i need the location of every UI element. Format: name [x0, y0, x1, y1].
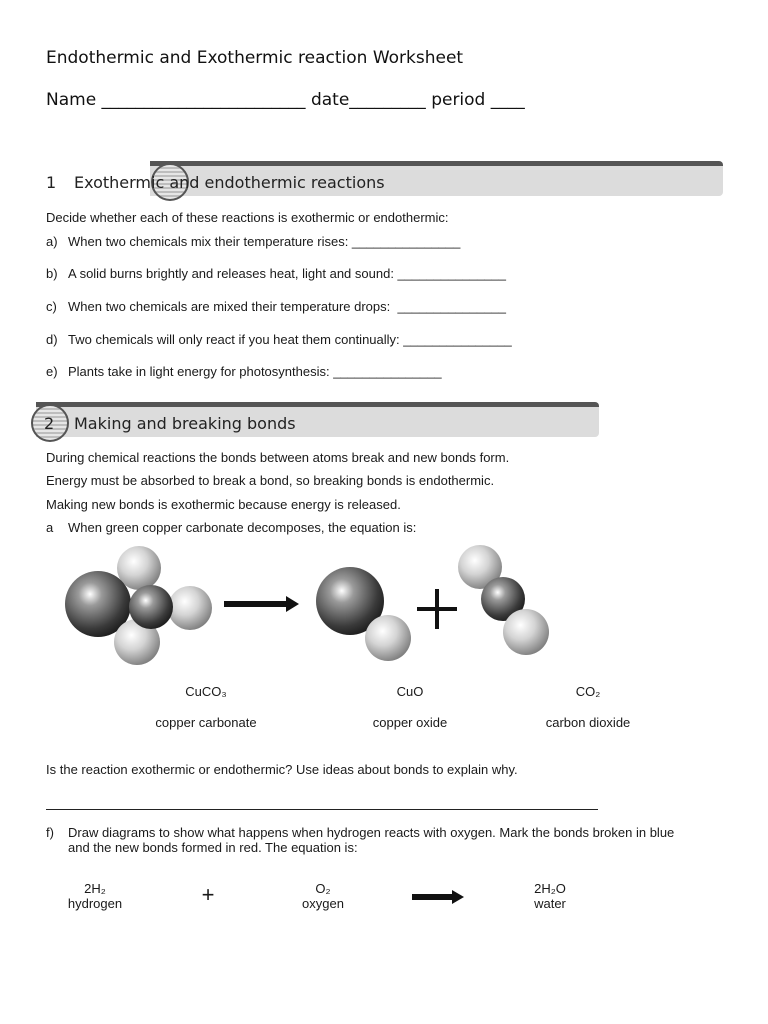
species-cuco3-formula: CuCO₃: [185, 684, 227, 699]
question-d-marker: d): [46, 332, 58, 347]
atom-oxygen: [365, 615, 411, 661]
oxygen-formula: O₂: [315, 881, 331, 896]
question-b-text: A solid burns brightly and releases heat, light and sound: _______________: [68, 266, 506, 281]
section1-number: 1: [46, 173, 57, 192]
question-d-text: Two chemicals will only react if you heat them continually: _______________: [68, 332, 512, 347]
oxygen-name: oxygen: [302, 896, 344, 911]
equation-plus: +: [201, 882, 215, 907]
section2-paragraph-1: During chemical reactions the bonds between atoms break and new bonds form.: [46, 450, 510, 465]
species-co2-name: carbon dioxide: [545, 715, 631, 730]
item-a-marker: a: [46, 520, 54, 535]
water-name: water: [534, 896, 566, 911]
item-f-line1: Draw diagrams to show what happens when hydrogen reacts with oxygen. Mark the bonds broken in blue: [68, 825, 675, 840]
copper-carbonate-molecule: [65, 546, 212, 665]
reaction-arrow: [224, 596, 299, 612]
question-e-text: Plants take in light energy for photosynthesis: _______________: [68, 364, 442, 379]
item-a-text: When green copper carbonate decomposes, the equation is:: [68, 520, 417, 535]
item-f-line2: and the new bonds formed in red. The equation is:: [68, 840, 358, 855]
exo-endo-question: Is the reaction exothermic or endothermic? Use ideas about bonds to explain why.: [46, 762, 518, 777]
species-cuo-formula: CuO: [396, 684, 424, 699]
carbon-dioxide-molecule: [458, 545, 549, 655]
name-date-period-line: Name ________________________ date_________ period ____: [46, 90, 525, 110]
species-cuo-name: copper oxide: [372, 715, 448, 730]
copper-carbonate-decomposition-diagram: [0, 540, 768, 675]
hydrogen-formula: 2H₂: [84, 881, 106, 896]
species-co2-formula: CO₂: [575, 684, 601, 699]
section2-paragraph-2: Energy must be absorbed to break a bond, so breaking bonds is endothermic.: [46, 473, 495, 488]
section2-number: 2: [44, 414, 55, 433]
answer-line: [46, 809, 598, 810]
item-f-marker: f): [46, 825, 54, 840]
question-b-marker: b): [46, 266, 58, 281]
equation-arrow: [410, 889, 466, 905]
hydrogen-name: hydrogen: [67, 896, 123, 911]
question-a-text: When two chemicals mix their temperature rises: _______________: [68, 234, 461, 249]
atom-carbon: [129, 585, 173, 629]
section1-intro: Decide whether each of these reactions is exothermic or endothermic:: [46, 210, 449, 225]
water-formula: 2H₂O: [534, 881, 566, 896]
plus-sign: [417, 589, 457, 629]
species-cuco3-name: copper carbonate: [155, 715, 257, 730]
question-c-text: When two chemicals are mixed their temperature drops: _______________: [68, 299, 506, 314]
copper-oxide-molecule: [316, 567, 411, 661]
atom-oxygen: [168, 586, 212, 630]
question-a-marker: a): [46, 234, 58, 249]
worksheet-title: Endothermic and Exothermic reaction Worksheet: [46, 48, 464, 68]
section1-heading: Exothermic and endothermic reactions: [74, 173, 385, 192]
section2-paragraph-3: Making new bonds is exothermic because energy is released.: [46, 497, 401, 512]
question-c-marker: c): [46, 299, 57, 314]
question-e-marker: e): [46, 364, 58, 379]
section2-heading: Making and breaking bonds: [74, 414, 296, 433]
atom-oxygen: [503, 609, 549, 655]
